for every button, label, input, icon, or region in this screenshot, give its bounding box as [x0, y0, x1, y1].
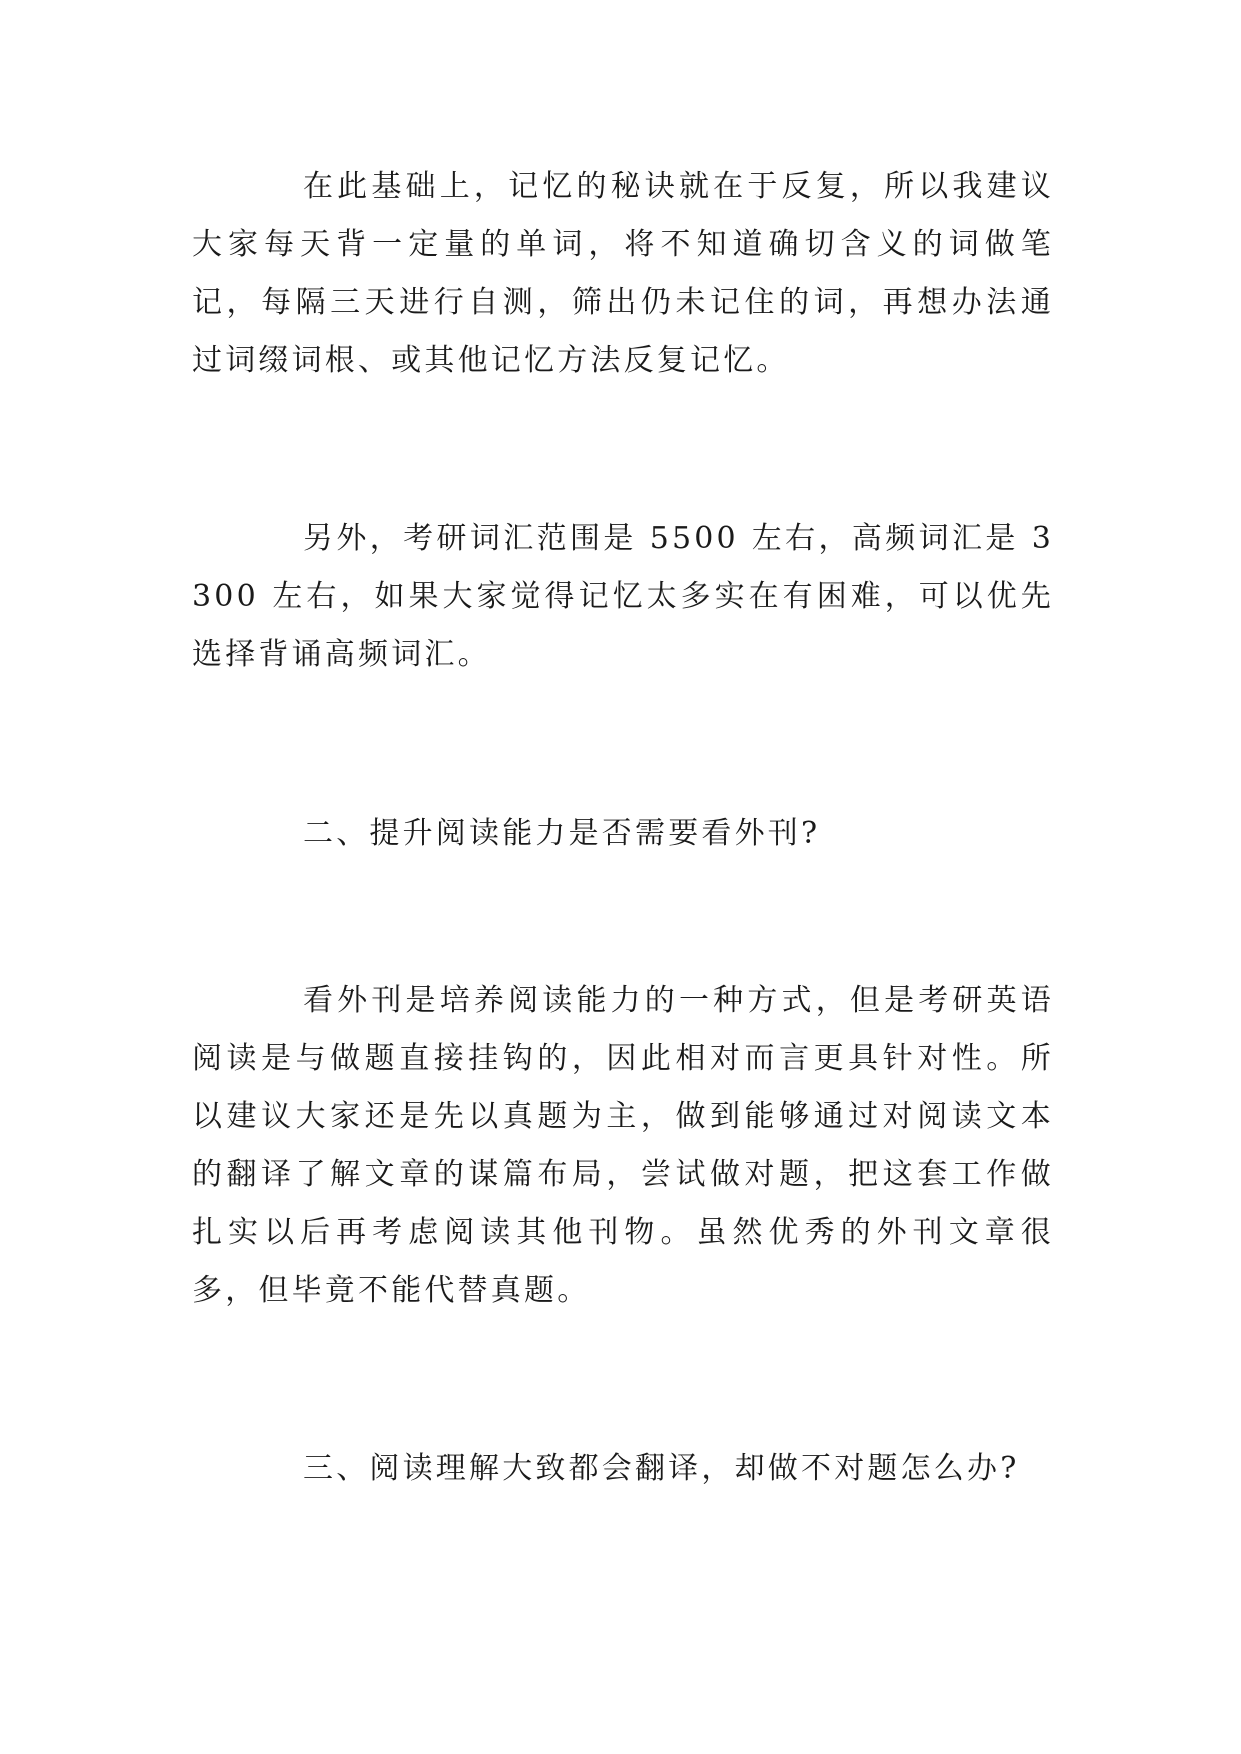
section-heading-2: 二、提升阅读能力是否需要看外刊?: [303, 816, 821, 851]
paragraph-memory-repetition: 在此基础上，记忆的秘诀就在于反复，所以我建议大家每天背一定量的单词，将不知道确切含义的词做笔记，每隔三天进行自测，筛出仍未记住的词，再想办法通过词缀词根、或其他记忆方法反复记忆。: [192, 169, 1054, 378]
paragraph-foreign-journals: 看外刊是培养阅读能力的一种方式，但是考研英语阅读是与做题直接挂钩的，因此相对而言更具针对性。所以建议大家还是先以真题为主，做到能够通过对阅读文本的翻译了解文章的谋篇布局，尝试做对题，把这套工作做扎实以后再考虑阅读其他刊物。虽然优秀的外刊文章很多，但毕竟不能代替真题。: [192, 983, 1054, 1308]
paragraph-vocabulary-range: 另外，考研词汇范围是 5500 左右，高频词汇是 3300 左右，如果大家觉得记忆太多实在有困难，可以优先选择背诵高频词汇。: [192, 521, 1054, 672]
section-heading-3: 三、阅读理解大致都会翻译，却做不对题怎么办?: [303, 1451, 1020, 1486]
